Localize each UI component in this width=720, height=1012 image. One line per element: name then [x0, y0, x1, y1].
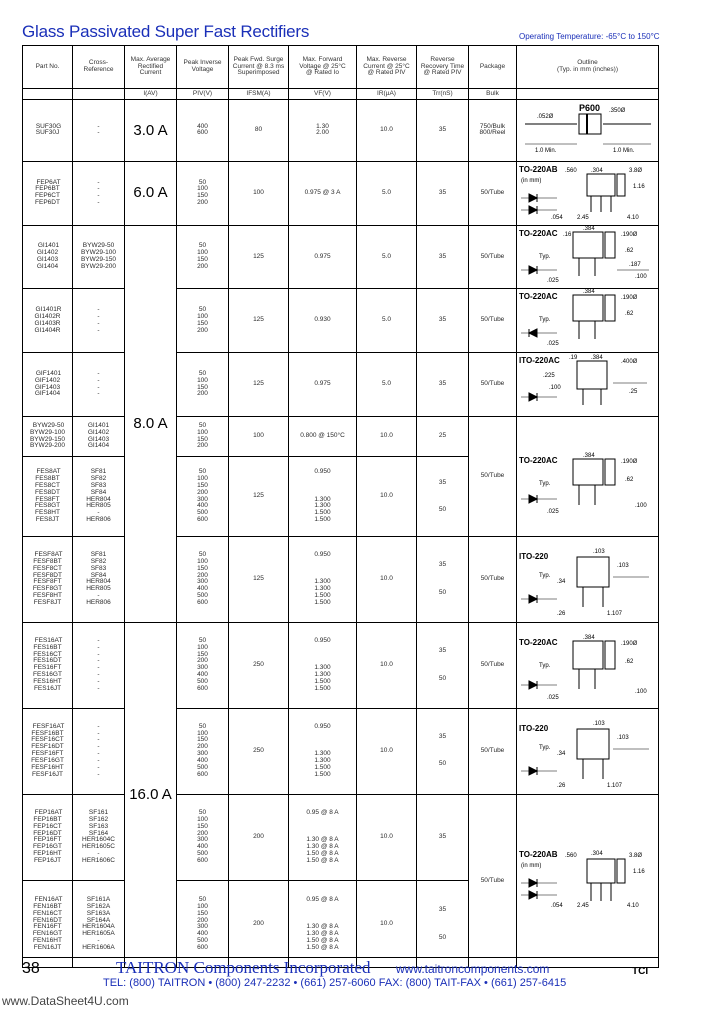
trr-value: 35: [438, 833, 447, 841]
svg-text:.26: .26: [557, 611, 566, 618]
operating-temperature: Operating Temperature: -65°C to 150°C: [519, 32, 660, 41]
trr-value: 35 50: [438, 647, 447, 682]
package-value: 50/Tube: [480, 746, 505, 754]
ito220-diagram: [517, 537, 659, 619]
cross-reference: - - - - - - - -: [97, 637, 100, 692]
svg-text:.560: .560: [565, 167, 577, 174]
svg-text:.190Ø: .190Ø: [621, 640, 638, 647]
outline-ito220-1: [517, 537, 659, 623]
svg-text:.103: .103: [593, 720, 605, 727]
trr-value: 25: [438, 432, 447, 440]
table-row: [23, 225, 659, 289]
table-row: [23, 417, 659, 457]
part-numbers: FEP6AT FEP6BT FEP6CT FEP6DT: [35, 178, 61, 207]
table-row: [23, 289, 659, 353]
svg-text:.34: .34: [557, 750, 566, 757]
outline-to220ab-1: [517, 161, 659, 225]
svg-text:.62: .62: [625, 311, 634, 318]
table-row: [23, 708, 659, 794]
svg-text:.025: .025: [547, 277, 559, 284]
package-value: 50/Tube: [480, 575, 505, 583]
current-6a: 6.0 A: [133, 184, 168, 202]
svg-text:Typ.: Typ.: [539, 317, 551, 324]
page-number: 38: [22, 960, 40, 977]
unit-ir: IR(µA): [357, 89, 417, 100]
header-prv: Peak Inverse Voltage: [177, 46, 229, 89]
current-16a: 16.0 A: [129, 786, 172, 804]
svg-text:4.10: 4.10: [627, 902, 639, 909]
to220ac-diagram: [517, 623, 659, 705]
package-value: 50/Tube: [480, 188, 505, 196]
ir-value: 10.0: [380, 126, 393, 133]
part-numbers: SUF30G SUF30J: [35, 122, 62, 137]
cross-reference: - - - -: [97, 370, 100, 398]
unit-trr: Trr(nS): [417, 89, 469, 100]
trr-value: 35 50: [438, 906, 447, 941]
svg-text:.190Ø: .190Ø: [621, 459, 638, 466]
vf-value: 0.95 @ 8 A 1.30 @ 8 A 1.30 @ 8 A 1.50 @ 8 A 1.50 @ 8 A: [306, 809, 339, 864]
ir-value: 10.0: [380, 919, 393, 927]
ifsm-value: 125: [253, 380, 264, 388]
outline-ito220ac: [517, 353, 659, 417]
trr-value: 35: [438, 126, 447, 133]
unit-vf: VF(V): [289, 89, 357, 100]
ifsm-value: 100: [253, 188, 264, 196]
svg-text:1.0 Min.: 1.0 Min.: [613, 148, 635, 154]
svg-text:.19: .19: [569, 355, 578, 362]
prv-values: 50 100 150 200 300 400 500 600: [197, 468, 208, 523]
prv-values: 50 100 150 200 300 400 500 600: [197, 809, 208, 864]
svg-text:.025: .025: [547, 341, 559, 348]
package-value: 50/Tube: [480, 316, 505, 324]
trr-value: 35: [438, 316, 447, 324]
svg-text:1.107: 1.107: [607, 782, 623, 789]
package-value: 50/Tube: [480, 876, 505, 884]
part-numbers: FEN16AT FEN16BT FEN16CT FEN16DT FEN16FT FEN16GT FEN16HT FEN16JT: [32, 896, 63, 951]
prv-values: 50 100 150 200 300 400 500 600: [197, 551, 208, 606]
header-row: [23, 46, 659, 89]
prv-values: 50 100 150 200: [197, 242, 208, 270]
to220ac-diagram: [517, 226, 659, 286]
header-io: Max. Average Rectified Current: [125, 46, 177, 89]
part-numbers: FESF16AT FESF16BT FESF16CT FESF16DT FESF16FT FESF16GT FESF16HT FESF16JT: [31, 722, 65, 778]
part-numbers: FES16AT FES16BT FES16CT FES16DT FES16FT FES16GT FES16HT FES16JT: [33, 637, 63, 692]
svg-text:TO-220AC: TO-220AC: [519, 292, 558, 302]
part-numbers: FEP16AT FEP16BT FEP16CT FEP16DT FEP16FT FEP16GT FEP16HT FEP16JT: [33, 809, 63, 864]
unit-ifsm: IFSM(A): [229, 89, 289, 100]
to220ac-diagram: [517, 289, 659, 349]
prv-values: 50 100 150 200: [197, 370, 208, 398]
svg-text:4.10: 4.10: [627, 214, 639, 221]
svg-text:3.8Ø: 3.8Ø: [629, 167, 643, 174]
svg-text:.384: .384: [583, 634, 595, 641]
header-package: Package: [469, 46, 517, 89]
svg-text:1.0 Min.: 1.0 Min.: [535, 148, 557, 154]
svg-text:.052Ø: .052Ø: [537, 114, 554, 120]
svg-text:.62: .62: [625, 658, 634, 665]
part-numbers: BYW29-50 BYW29-100 BYW29-150 BYW29-200: [29, 421, 66, 450]
spec-table: [22, 45, 659, 968]
units-row: [23, 89, 659, 100]
table-row: [23, 100, 659, 162]
header-ir: Max. Reverse Current @ 25°C @ Rated PIV: [357, 46, 417, 89]
svg-text:Typ.: Typ.: [539, 253, 551, 260]
vf-value: 0.975: [314, 252, 331, 260]
svg-text:.304: .304: [591, 167, 603, 174]
trr-value: 35 50: [438, 478, 447, 513]
svg-text:ITO-220: ITO-220: [519, 723, 549, 733]
package-value: 50/Tube: [480, 380, 505, 388]
cross-reference: GI1401 GI1402 GI1403 GI1404: [87, 421, 110, 450]
unit-pkg: Bulk: [469, 89, 517, 100]
to220ac-diagram: [517, 425, 659, 525]
vf-value: 1.30 2.00: [316, 122, 329, 137]
ifsm-value: 80: [254, 126, 263, 133]
outline-ito220-2: [517, 708, 659, 794]
svg-text:.34: .34: [557, 579, 566, 586]
svg-text:.384: .384: [591, 355, 603, 362]
to220ab-diagram: [517, 162, 659, 222]
ifsm-value: 125: [253, 316, 264, 324]
svg-text:TO-220AB: TO-220AB: [519, 849, 558, 859]
package-value: 50/Tube: [480, 472, 505, 480]
svg-text:(in mm): (in mm): [521, 862, 542, 869]
unit-cross: [73, 89, 125, 100]
svg-text:.190Ø: .190Ø: [621, 231, 638, 238]
header-ifsm: Peak Fwd. Surge Current @ 8.3 ms Superimposed: [229, 46, 289, 89]
cross-reference: - - - -: [97, 306, 100, 334]
header-part: Part No.: [23, 46, 73, 89]
outline-to220ac-2: [517, 289, 659, 353]
page-title: Glass Passivated Super Fast Rectifiers: [22, 22, 310, 41]
svg-text:.304: .304: [591, 850, 603, 857]
unit-prv: PIV(V): [177, 89, 229, 100]
vf-value: 0.95 @ 8 A 1.30 @ 8 A 1.30 @ 8 A 1.50 @ 8 A 1.50 @ 8 A: [306, 896, 339, 951]
prv-values: 50 100 150 200: [197, 306, 208, 334]
svg-text:.62: .62: [625, 477, 634, 484]
cross-reference: - - - -: [97, 178, 100, 207]
svg-text:.025: .025: [547, 694, 559, 701]
vf-value: 0.800 @ 150°C: [300, 432, 345, 440]
cross-reference: BYW29-50 BYW29-100 BYW29-150 BYW29-200: [80, 242, 117, 270]
header-outline: Outline (Typ. in mm (inches)): [517, 46, 659, 89]
header-cross: Cross- Reference: [73, 46, 125, 89]
ifsm-value: 125: [253, 492, 264, 500]
part-numbers: FESF8AT FESF8BT FESF8CT FESF8DT FESF8FT FESF8GT FESF8HT FESF8JT: [32, 551, 63, 606]
contact-line: TEL: (800) TAITRON • (800) 247-2232 • (661) 257-6060 FAX: (800) TAIT-FAX • (661) 257-6415: [103, 977, 567, 989]
trr-value: 35 50: [438, 733, 447, 768]
svg-text:.16: .16: [563, 231, 572, 238]
header-vf: Max. Forward Voltage @ 25°C @ Rated Io: [289, 46, 357, 89]
ifsm-value: 250: [253, 660, 264, 668]
svg-text:.384: .384: [583, 225, 595, 232]
header-trr: Reverse Recovery Time @ Rated PIV: [417, 46, 469, 89]
vf-value: 0.950 1.300 1.300 1.500 1.500: [314, 637, 331, 692]
svg-text:TO-220AC: TO-220AC: [519, 637, 558, 647]
table-row: [23, 537, 659, 623]
outline-to220ab-2: [517, 794, 659, 968]
ir-value: 10.0: [380, 575, 393, 583]
svg-text:Typ.: Typ.: [539, 573, 551, 580]
svg-text:1.107: 1.107: [607, 611, 623, 618]
ir-value: 10.0: [380, 492, 393, 500]
p600-diagram: [517, 100, 659, 158]
ir-value: 10.0: [380, 660, 393, 668]
company-name: TAITRON Components Incorporated: [116, 958, 371, 977]
ir-value: 5.0: [381, 252, 392, 260]
prv-values: 50 100 150 200 300 400 500 600: [197, 637, 208, 692]
svg-text:ITO-220AC: ITO-220AC: [519, 356, 560, 366]
svg-text:Typ.: Typ.: [539, 662, 551, 669]
svg-text:.190Ø: .190Ø: [621, 295, 638, 302]
trr-value: 35 50: [438, 561, 447, 596]
ir-value: 5.0: [381, 188, 392, 196]
svg-text:.187: .187: [629, 261, 641, 268]
svg-text:.100: .100: [635, 503, 647, 510]
outline-to220ac-1: [517, 225, 659, 289]
package-value: 50/Tube: [480, 660, 505, 668]
ir-value: 10.0: [380, 432, 393, 440]
svg-text:.25: .25: [629, 389, 638, 396]
unit-part: [23, 89, 73, 100]
outline-to220ac-4: [517, 622, 659, 708]
ifsm-value: 200: [253, 919, 264, 927]
svg-text:TO-220AB: TO-220AB: [519, 164, 558, 174]
svg-text:ITO-220: ITO-220: [519, 552, 549, 562]
svg-text:.350Ø: .350Ø: [609, 108, 626, 114]
svg-text:.62: .62: [625, 247, 634, 254]
svg-text:1.16: 1.16: [633, 183, 645, 190]
ir-value: 10.0: [380, 746, 393, 754]
part-numbers: GIF1401 GIF1402 GIF1403 GIF1404: [34, 370, 62, 398]
vf-value: 0.930: [314, 316, 331, 324]
cross-reference: SF81 SF82 SF83 SF84 HER804 HER805 - HER806: [86, 551, 111, 606]
svg-text:TO-220AC: TO-220AC: [519, 228, 558, 238]
svg-text:.384: .384: [583, 453, 595, 460]
part-numbers: GI1401R GI1402R GI1403R GI1404R: [34, 306, 62, 334]
unit-outline: [517, 89, 659, 100]
part-numbers: GI1401 GI1402 GI1403 GI1404: [36, 242, 60, 270]
cross-reference: - -: [97, 122, 100, 137]
svg-text:1.16: 1.16: [633, 868, 645, 875]
svg-text:.26: .26: [557, 782, 566, 789]
svg-text:.384: .384: [583, 289, 595, 296]
svg-text:Typ.: Typ.: [539, 481, 551, 488]
table-row: [23, 353, 659, 417]
ito220ac-diagram: [517, 353, 659, 413]
vf-value: 0.975 @ 3 A: [304, 188, 341, 196]
svg-text:3.8Ø: 3.8Ø: [629, 852, 643, 859]
svg-text:.560: .560: [565, 852, 577, 859]
svg-text:.225: .225: [543, 373, 555, 380]
ifsm-value: 250: [253, 746, 264, 754]
ifsm-value: 200: [253, 833, 264, 841]
svg-text:.103: .103: [593, 549, 605, 556]
prv-values: 50 100 150 200 300 400 500 600: [197, 722, 208, 778]
current-3a: 3.0 A: [133, 121, 168, 139]
trr-value: 35: [438, 188, 447, 196]
vf-value: 0.975: [314, 380, 331, 388]
vf-value: 0.950 1.300 1.300 1.500 1.500: [314, 722, 331, 778]
vf-value: 0.950 1.300 1.300 1.500 1.500: [314, 551, 331, 606]
svg-text:.103: .103: [617, 734, 629, 741]
svg-text:.400Ø: .400Ø: [621, 359, 638, 366]
website-link[interactable]: www.taitroncomponents.com: [396, 962, 550, 976]
cross-reference: SF81 SF82 SF83 SF84 HER804 HER805 - HER806: [86, 468, 111, 523]
ifsm-value: 125: [253, 575, 264, 583]
svg-text:TO-220AC: TO-220AC: [519, 456, 558, 466]
trr-value: 35: [438, 252, 447, 260]
prv-values: 50 100 150 200: [197, 178, 208, 207]
prv-values: 50 100 150 200: [197, 421, 208, 450]
cross-reference: - - - - - - - -: [97, 722, 100, 778]
svg-text:.100: .100: [635, 273, 647, 280]
vf-value: 0.950 1.300 1.300 1.500 1.500: [314, 468, 331, 523]
watermark[interactable]: www.DataSheet4U.com: [2, 994, 129, 1008]
svg-text:(in mm): (in mm): [521, 177, 542, 184]
table-row: [23, 161, 659, 225]
svg-text:2.45: 2.45: [577, 902, 589, 909]
outline-to220ac-3: [517, 417, 659, 537]
table-row: [23, 794, 659, 881]
trr-value: 35: [438, 380, 447, 388]
cross-reference: SF161 SF162 SF163 SF164 HER1604C HER1605C - HER1606C: [82, 809, 115, 864]
to220ab-diagram: [517, 795, 659, 965]
ito220-diagram: [517, 709, 659, 791]
ir-value: 10.0: [380, 833, 393, 841]
part-numbers: FES8AT FES8BT FES8CT FES8DT FES8FT FES8GT FES8HT FES8JT: [34, 468, 61, 523]
svg-text:Typ.: Typ.: [539, 744, 551, 751]
package-value: 750/Bulk 800/Reel: [479, 122, 506, 137]
package-value: 50/Tube: [480, 252, 505, 260]
tci-logo: TCI: [632, 966, 649, 977]
svg-text:.100: .100: [635, 688, 647, 695]
current-8a: 8.0 A: [133, 414, 168, 432]
svg-text:.054: .054: [551, 214, 563, 221]
outline-p600: [517, 100, 659, 162]
prv-values: 400 600: [197, 122, 208, 137]
ir-value: 5.0: [381, 380, 392, 388]
svg-text:2.45: 2.45: [577, 214, 589, 221]
ifsm-value: 125: [253, 252, 264, 260]
svg-text:.100: .100: [549, 385, 561, 392]
ifsm-value: 100: [253, 432, 264, 440]
ir-value: 5.0: [381, 316, 392, 324]
svg-text:.054: .054: [551, 902, 563, 909]
outline-label: P600: [579, 103, 601, 113]
cross-reference: SF161A SF162A SF163A SF164A HER1604A HER1605A - HER1606A: [82, 896, 115, 951]
unit-io: I(AV): [125, 89, 177, 100]
svg-text:.025: .025: [547, 509, 559, 516]
prv-values: 50 100 150 200 300 400 500 600: [197, 896, 208, 951]
svg-text:.103: .103: [617, 563, 629, 570]
table-row: [23, 622, 659, 708]
